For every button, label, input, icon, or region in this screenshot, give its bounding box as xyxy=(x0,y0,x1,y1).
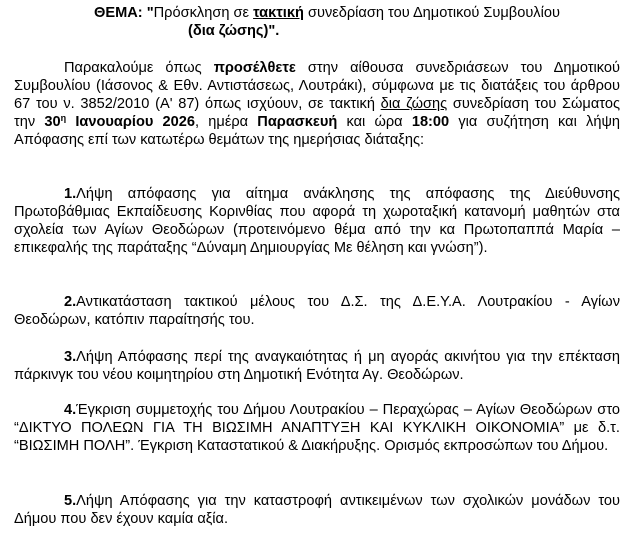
agenda-item-text: Λήψη Απόφασης για την καταστροφή αντικειμένων των σχολικών μονάδων του Δήμου που δεν έχουν καμία αξία. xyxy=(14,493,620,527)
intro-date-sup: η xyxy=(60,113,67,123)
intro-mode: δια ζώσης xyxy=(380,96,448,112)
agenda-item-4 xyxy=(14,401,620,455)
subject-quote-close: ". xyxy=(268,23,280,39)
intro-date-rest: Ιανουαρίου 2026 xyxy=(66,114,196,130)
subject-text-2: συνεδρίαση του Δημοτικού Συμβουλίου xyxy=(303,5,560,21)
agenda-item-text: Λήψη Απόφασης περί της αναγκαιότητας ή μη αγοράς ακινήτου για την επέκταση πάρκινγκ του νέου κοιμητηρίου στη Δημοτική Ενότητα Αγ. Θεοδώρων. xyxy=(14,349,620,383)
intro-text-1: Παρακαλούμε όπως xyxy=(64,60,214,76)
subject-label: ΘΕΜΑ: xyxy=(94,5,143,21)
agenda-item-1 xyxy=(14,185,620,257)
intro-text-4: , ημέρα xyxy=(195,114,258,130)
subject-mode: (δια ζώσης) xyxy=(188,23,269,39)
intro-text-5: και ώρα xyxy=(337,114,412,130)
agenda-item-3 xyxy=(14,348,620,384)
intro-weekday: Παρασκευή xyxy=(257,114,338,130)
agenda-item-text: Έγκριση συμμετοχής του Δήμου Λουτρακίου – Περαχώρας – Αγίων Θεοδώρων στο “ΔΙΚΤΥΟ ΠΟΛΕΩΝ ΓΙΑ ΤΗ ΒΙΩΣΙΜΗ ΑΝΑΠΤΥΞΗ ΚΑΙ ΚΥΚΛΙΚΗ ΟΙΚΟΝΟΜΙΑ” με δ.τ. “ΒΙΩΣΙΜΗ ΠΟΛΗ”. Έγκριση Καταστατικού & Διακήρυξης. Ορισμός εκπροσώπων του Δήμου. xyxy=(14,402,620,454)
intro-text-3: συνεδρίαση του Σώματος την xyxy=(14,96,620,130)
intro-time: 18:00 xyxy=(411,114,450,130)
intro-text-2: στην αίθουσα συνεδριάσεων του Δημοτικού Συμβουλίου (Ιάσονος & Εθν. Αντιστάσεως, Λουτράκι), σύμφωνα με τις διατάξεις του άρθρου 67 του ν. 3852/2010 (Α' 87) όπως ισχύουν, σε τακτική xyxy=(14,60,620,112)
agenda-item-5 xyxy=(14,492,620,528)
agenda-item-number: 4. xyxy=(64,402,77,418)
agenda-item-number: 1. xyxy=(64,186,77,202)
agenda-item-text: Λήψη απόφασης για αίτημα ανάκλησης της απόφασης της Διεύθυνσης Πρωτοβάθμιας Εκπαίδευσης Κορινθίας που αφορά τη χωροταξική κατανομή μαθητών στα σχολεία των Αγίων Θεοδώρων (προτεινόμενο θέμα από την κα Πρωτοπαππά Μαρία – επικεφαλής της παράταξης “Δύναμη Δημιουργίας Με θέληση και γνώση”). xyxy=(14,186,620,256)
intro-date xyxy=(44,114,195,130)
subject-kind: τακτική xyxy=(253,5,304,21)
agenda-item-2 xyxy=(14,293,620,329)
subject-line-1 xyxy=(94,4,574,22)
agenda-item-number: 3. xyxy=(64,349,77,365)
subject-text-1: Πρόσκληση σε xyxy=(153,5,254,21)
subject-quote-open: " xyxy=(142,5,154,21)
intro-paragraph xyxy=(14,59,620,149)
subject-heading xyxy=(94,4,574,40)
intro-come: προσέλθετε xyxy=(213,60,296,76)
agenda-item-text: Αντικατάσταση τακτικού μέλους του Δ.Σ. της Δ.Ε.Υ.Α. Λουτρακίου - Αγίων Θεοδώρων, κατόπιν παραίτησής του. xyxy=(14,294,620,328)
intro-date-day: 30 xyxy=(44,114,61,130)
agenda-item-number: 5. xyxy=(64,493,77,509)
intro-text-6: για συζήτηση και λήψη Απόφασης επί των κατωτέρω θεμάτων της ημερήσιας διάταξης: xyxy=(14,114,620,148)
subject-line-2 xyxy=(94,22,574,40)
agenda-item-number: 2. xyxy=(64,294,77,310)
